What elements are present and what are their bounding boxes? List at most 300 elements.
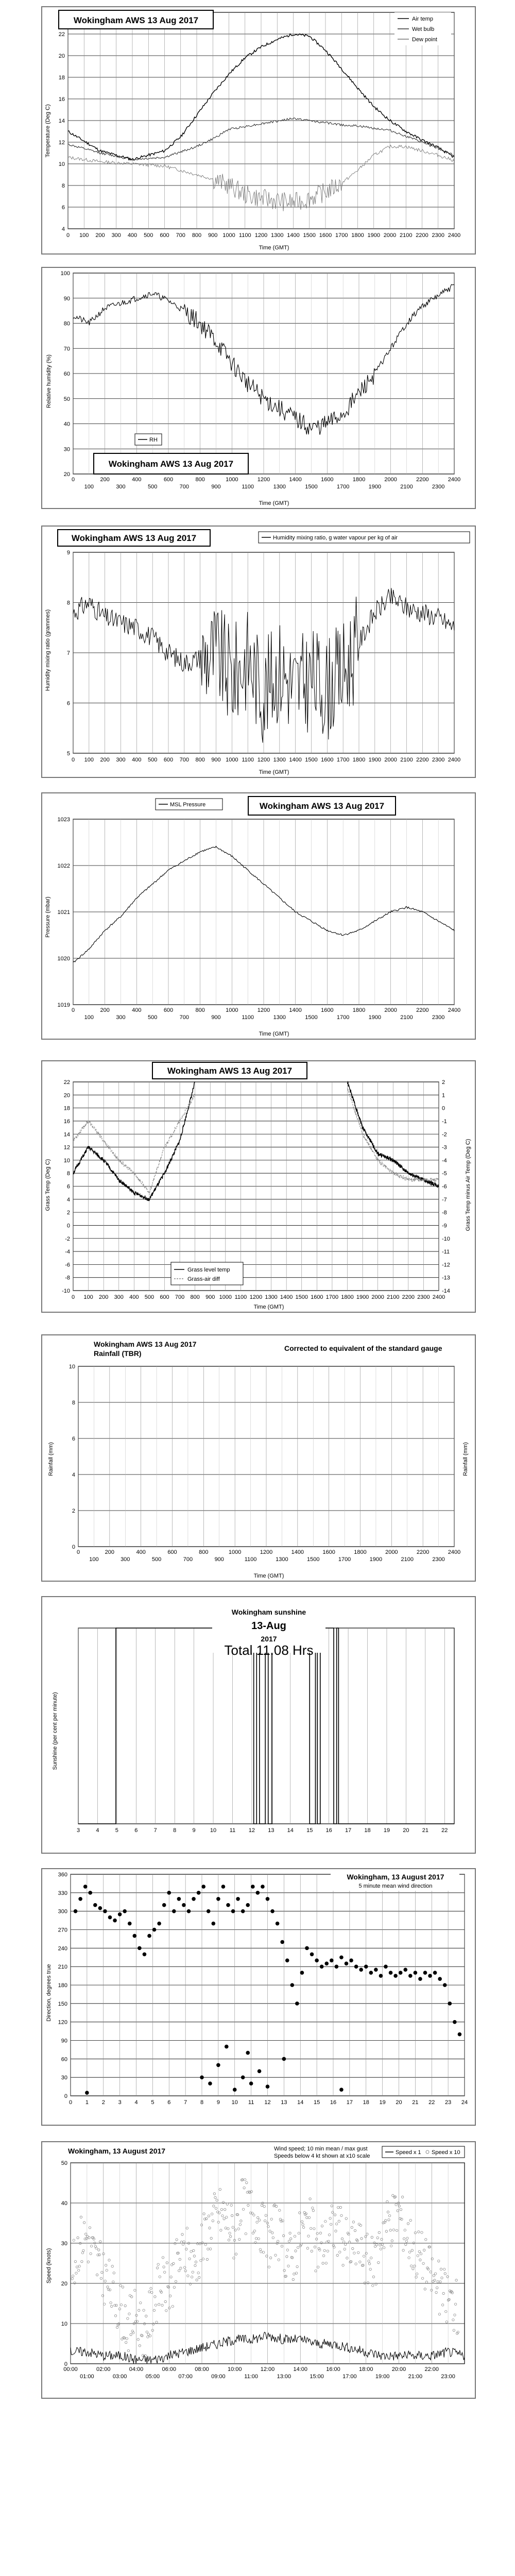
speed-x10-point: [302, 2224, 304, 2226]
y-tick-label: 22: [58, 31, 65, 38]
speed-x10-point: [363, 2255, 365, 2257]
speed-x10-point: [227, 2228, 229, 2230]
x-tick-label: 11:00: [244, 2374, 258, 2380]
speed-x10-point: [354, 2229, 356, 2231]
speed-x10-point: [302, 2226, 304, 2228]
speed-x10-point: [359, 2261, 361, 2263]
x-tick-label: 2300: [432, 757, 445, 763]
speed-x10-point: [442, 2292, 444, 2294]
speed-x10-point: [413, 2242, 415, 2244]
speed-x10-point: [336, 2254, 338, 2256]
y-tick-label: 20: [61, 2281, 67, 2287]
wind-direction-point: [162, 1903, 166, 1907]
speed-x10-point: [235, 2253, 237, 2255]
rainfall-chart-subtitle: Rainfall (TBR): [94, 1349, 142, 1358]
speed-x10-point: [231, 2214, 233, 2216]
x-tick-label: 0: [71, 477, 75, 483]
rainfall-chart: [42, 1335, 475, 1581]
y-right-tick-label: -13: [442, 1275, 450, 1281]
x-tick-label: 1400: [287, 232, 300, 239]
x-tick-label: 200: [95, 232, 105, 239]
speed-x10-point: [319, 2232, 321, 2234]
x-tick-label: 21:00: [408, 2374, 423, 2380]
speed-x10-point: [150, 2287, 152, 2290]
y-tick-label: 100: [60, 270, 70, 277]
x-tick-label: 2000: [384, 477, 397, 483]
wind-direction-point: [374, 1968, 378, 1972]
y-right-tick-label: -9: [442, 1223, 447, 1229]
x-tick-label: 300: [121, 1556, 130, 1563]
x-tick-label: 2400: [448, 232, 461, 239]
wind-direction-point: [123, 1909, 127, 1913]
wind-direction-point: [226, 1903, 230, 1907]
x-tick-label: 12:00: [260, 2366, 275, 2372]
speed-x10-point: [76, 2266, 78, 2268]
mixing-ratio-chart-ylabel: Humidity mixing ratio (grammes): [45, 609, 51, 691]
x-tick-label: 2400: [432, 1294, 445, 1300]
speed-x10-point: [98, 2253, 100, 2256]
speed-x10-point: [339, 2251, 341, 2253]
x-tick-label: 1700: [336, 1014, 350, 1021]
y-tick-label: 22: [63, 1079, 70, 1086]
speed-x10-point: [127, 2350, 129, 2352]
speed-x10-point: [194, 2264, 196, 2266]
speed-x10-point: [88, 2236, 90, 2239]
speed-x10-point: [371, 2236, 373, 2238]
speed-x10-point: [181, 2233, 183, 2235]
x-tick-label: 1600: [321, 757, 334, 763]
x-tick-label: 1100: [242, 1014, 254, 1021]
x-tick-label: 18: [364, 1827, 371, 1834]
x-tick-label: 300: [111, 232, 121, 239]
x-tick-label: 1600: [321, 1007, 334, 1013]
speed-x10-point: [229, 2235, 231, 2238]
speed-x10-point: [180, 2267, 182, 2269]
speed-x10-point: [291, 2257, 294, 2259]
speed-x10-point: [313, 2228, 315, 2230]
grass-temp-chart-legend: [171, 1262, 243, 1285]
speed-x10-point: [222, 2201, 224, 2204]
speed-x10-point: [162, 2257, 164, 2259]
y-tick-label: 4: [66, 1196, 70, 1203]
wind-speed-chart-subtitle: Wind speed; 10 min mean / max gust: [274, 2146, 368, 2152]
x-tick-label: 22:00: [424, 2366, 439, 2372]
speed-x10-point: [272, 2236, 274, 2239]
x-tick-label: 2100: [400, 232, 413, 239]
sunshine-chart-date: 13-Aug: [251, 1620, 286, 1632]
rainfall-chart-title: Wokingham AWS 13 Aug 2017: [94, 1340, 197, 1348]
speed-x10-point: [106, 2269, 108, 2272]
y-right-tick-label: 1: [442, 1092, 445, 1099]
speed-x10-point: [412, 2267, 414, 2269]
y-right-tick-label: -7: [442, 1196, 447, 1203]
y-tick-label: 90: [61, 2038, 67, 2044]
sunshine-chart-total: Total 11.08 Hrs: [224, 1642, 314, 1658]
wind-direction-point: [300, 1971, 304, 1975]
speed-x10-point: [394, 2196, 396, 2198]
speed-x10-point: [417, 2255, 419, 2257]
x-tick-label: 16: [325, 1827, 332, 1834]
speed-x10-point: [334, 2214, 336, 2216]
legend-label: RH: [149, 437, 158, 443]
speed-x10-point: [307, 2235, 310, 2237]
mixing-ratio-chart-xlabel: Time (GMT): [259, 769, 289, 775]
speed-x10-point: [78, 2265, 80, 2267]
x-tick-label: 18: [363, 2099, 369, 2106]
x-tick-label: 2200: [402, 1294, 415, 1300]
x-tick-label: 1000: [228, 1549, 242, 1555]
x-tick-label: 08:00: [195, 2366, 209, 2372]
speed-x10-point: [331, 2205, 333, 2207]
speed-x10-point: [370, 2257, 372, 2259]
wind-direction-point: [138, 1946, 142, 1951]
x-tick-label: 1500: [305, 757, 318, 763]
mixing-ratio-chart-grid: [73, 552, 454, 753]
x-tick-label: 700: [183, 1556, 193, 1563]
speed-x10-point: [317, 2266, 319, 2268]
speed-x10-point: [343, 2241, 345, 2243]
y-tick-label: 10: [68, 1364, 75, 1370]
x-tick-label: 1800: [351, 232, 364, 239]
x-tick-label: 200: [105, 1549, 115, 1555]
speed-x10-point: [71, 2278, 73, 2280]
wind-direction-point: [320, 1964, 324, 1969]
wind-direction-point: [85, 2091, 89, 2095]
y-tick-label: 1021: [57, 909, 70, 916]
humidity-chart-legend: [135, 434, 162, 445]
x-tick-label: 1400: [280, 1294, 293, 1300]
speed-x10-point: [114, 2315, 116, 2317]
speed-x10-point: [213, 2205, 215, 2207]
y-tick-label: 0: [64, 2361, 67, 2367]
speed-x10-point: [290, 2238, 292, 2240]
x-tick-label: 3: [76, 1827, 80, 1834]
wind-direction-point: [379, 1974, 383, 1978]
speed-x10-point: [420, 2253, 422, 2255]
speed-x10-point: [77, 2236, 79, 2239]
x-tick-label: 100: [79, 232, 89, 239]
x-tick-label: 1100: [234, 1294, 247, 1300]
speed-x10-point: [288, 2240, 290, 2242]
y-tick-label: 300: [58, 1908, 67, 1915]
x-tick-label: 1500: [305, 1014, 318, 1021]
rainfall-chart-ylabel-right: Rainfall (mm): [462, 1442, 469, 1476]
speed-x10-point: [79, 2242, 81, 2244]
x-tick-label: 0: [71, 757, 75, 763]
wind-direction-chart-panel: [41, 1868, 476, 2126]
speed-x10-point: [308, 2216, 310, 2218]
speed-x10-point: [454, 2303, 456, 2305]
speed-x10-point: [233, 2257, 235, 2259]
speed-x10-point: [101, 2271, 103, 2273]
speed-x10-point: [281, 2245, 283, 2247]
speed-x10-point: [171, 2264, 173, 2266]
speed-x10-point: [232, 2226, 234, 2228]
x-tick-label: 19: [383, 1827, 390, 1834]
x-tick-label: 600: [163, 757, 174, 763]
speed-x10-point: [408, 2251, 410, 2253]
y-tick-label: 6: [66, 1183, 70, 1190]
x-tick-label: 500: [144, 1294, 154, 1300]
speed-x10-point: [149, 2335, 151, 2337]
speed-x10-point: [226, 2216, 228, 2218]
x-tick-label: 13:00: [277, 2374, 291, 2380]
speed-x10-point: [237, 2228, 239, 2230]
speed-x10-point: [204, 2244, 207, 2246]
speed-x10-point: [405, 2240, 407, 2242]
rainfall-chart-ticks: [69, 1364, 460, 1563]
y-tick-label: 0: [66, 1223, 70, 1229]
x-tick-label: 2400: [448, 1549, 461, 1555]
speed-x10-point: [73, 2239, 75, 2241]
x-tick-label: 1000: [219, 1294, 232, 1300]
x-tick-label: 400: [136, 1549, 146, 1555]
x-tick-label: 7: [153, 1827, 157, 1834]
x-tick-label: 2300: [432, 232, 444, 239]
speed-x10-point: [166, 2262, 168, 2264]
y-tick-label: 4: [61, 226, 65, 232]
legend-label: Air temp: [412, 16, 433, 22]
y-tick-label: 16: [63, 1118, 70, 1125]
speed-x10-point: [392, 2229, 394, 2231]
speed-x10-point: [365, 2252, 367, 2255]
speed-x10-point: [127, 2317, 129, 2319]
speed-x10-point: [441, 2304, 443, 2306]
y-right-tick-label: -14: [442, 1288, 450, 1294]
y-tick-label: 150: [58, 2001, 67, 2007]
speed-x10-point: [143, 2323, 145, 2325]
speed-x10-point: [410, 2265, 413, 2267]
grass-temp-chart-xlabel: Time (GMT): [253, 1304, 284, 1310]
speed-x10-point: [337, 2206, 339, 2208]
speed-x10-point: [323, 2249, 325, 2251]
x-tick-label: 1200: [257, 1007, 270, 1013]
speed-x10-point: [168, 2307, 170, 2309]
speed-x10-point: [312, 2207, 314, 2209]
speed-x10-point: [163, 2266, 165, 2268]
x-tick-label: 1500: [307, 1556, 320, 1563]
sunshine-chart-panel: [41, 1596, 476, 1854]
x-tick-label: 200: [100, 1007, 110, 1013]
x-tick-label: 600: [163, 1007, 174, 1013]
legend-label: Speed x 1: [396, 2149, 421, 2156]
speed-x10-point: [282, 2219, 284, 2222]
speed-x10-point: [294, 2235, 296, 2238]
x-tick-label: 1000: [226, 477, 238, 483]
speed-x10-point: [226, 2203, 228, 2205]
speed-x10-point: [225, 2227, 227, 2229]
y-tick-label: 14: [58, 118, 65, 124]
speed-x10-point: [434, 2279, 436, 2281]
speed-x10-point: [140, 2302, 142, 2304]
speed-x10-point: [196, 2279, 198, 2281]
y-right-tick-label: -8: [442, 1210, 447, 1216]
speed-x10-point: [191, 2276, 193, 2278]
x-tick-label: 22: [441, 1827, 448, 1834]
x-tick-label: 1900: [356, 1294, 369, 1300]
wind-direction-point: [147, 1934, 151, 1938]
speed-x10-point: [339, 2206, 341, 2208]
x-tick-label: 8: [173, 1827, 177, 1834]
speed-x10-point: [352, 2247, 354, 2249]
wind-direction-point: [225, 2045, 229, 2049]
speed-x10-point: [208, 2215, 210, 2217]
legend-label: Speed x 10: [432, 2149, 460, 2156]
speed-x10-point: [315, 2270, 317, 2272]
wind-direction-point: [399, 1971, 403, 1975]
speed-x10-point: [408, 2257, 410, 2259]
speed-x10-point: [332, 2211, 334, 2213]
speed-x10-point: [406, 2237, 408, 2239]
wind-direction-point: [78, 1897, 82, 1901]
x-tick-label: 5: [151, 2099, 154, 2106]
x-tick-label: 10:00: [227, 2366, 242, 2372]
speed-x10-point: [203, 2213, 205, 2215]
speed-x10-point: [107, 2286, 109, 2288]
speed-x10-point: [365, 2235, 367, 2238]
speed-x10-point: [377, 2261, 380, 2263]
speed-x10-point: [263, 2205, 265, 2207]
speed-x10-point: [78, 2269, 80, 2272]
wind-direction-point: [246, 2051, 250, 2055]
speed-x10-point: [173, 2286, 175, 2288]
x-tick-label: 1900: [368, 484, 382, 490]
speed-x10-point: [437, 2281, 439, 2283]
grass-temp-chart: [42, 1061, 475, 1312]
x-tick-label: 7: [184, 2099, 187, 2106]
y-tick-label: -8: [65, 1275, 70, 1281]
speed-x10-point: [223, 2217, 225, 2219]
x-tick-label: 500: [147, 1014, 158, 1021]
speed-x10-point: [175, 2280, 177, 2282]
speed-x10-point: [134, 2289, 136, 2291]
x-tick-label: 1900: [368, 757, 382, 763]
speed-x10-point: [131, 2296, 133, 2298]
speed-x10-point: [213, 2193, 215, 2195]
speed-x10-point: [81, 2252, 83, 2254]
speed-x10-point: [436, 2286, 438, 2289]
speed-x10-point: [205, 2217, 208, 2219]
x-tick-label: 2200: [416, 757, 429, 763]
x-tick-label: 1500: [305, 484, 318, 490]
y-tick-label: 8: [72, 1400, 75, 1406]
humidity-chart-ylabel: Relative humidity (%): [46, 354, 52, 408]
speed-x10-point: [445, 2311, 447, 2313]
x-tick-label: 16: [330, 2099, 337, 2106]
speed-x10-point: [111, 2305, 113, 2307]
speed-x10-point: [247, 2204, 249, 2206]
speed-x10-point: [345, 2243, 347, 2245]
x-tick-label: 1000: [226, 757, 238, 763]
y-right-tick-label: 2: [442, 1079, 445, 1086]
y-right-tick-label: -10: [442, 1235, 450, 1242]
speed-x10-point: [366, 2233, 368, 2235]
y-tick-label: 20: [58, 53, 65, 59]
x-tick-label: 2200: [416, 232, 428, 239]
speed-x10-point: [341, 2238, 343, 2240]
speed-x10-point: [345, 2217, 347, 2219]
speed-x10-point: [404, 2229, 406, 2231]
x-tick-label: 700: [176, 232, 185, 239]
x-tick-label: 700: [179, 1014, 190, 1021]
speed-x10-point: [407, 2223, 409, 2225]
x-tick-label: 1400: [289, 757, 302, 763]
x-tick-label: 1200: [254, 232, 268, 239]
sunshine-chart: [42, 1597, 475, 1853]
wind-direction-point: [315, 1958, 319, 1962]
x-tick-label: 1200: [257, 477, 270, 483]
y-tick-label: 50: [61, 2160, 67, 2166]
speed-x10-point: [441, 2277, 443, 2279]
speed-x10-point: [360, 2238, 363, 2240]
x-tick-label: 06:00: [162, 2366, 177, 2372]
speed-x10-point: [301, 2221, 303, 2223]
y-tick-label: 9: [66, 550, 70, 556]
speed-x10-point: [143, 2309, 145, 2311]
speed-x10-point: [292, 2278, 294, 2280]
x-tick-label: 900: [211, 757, 221, 763]
speed-x10-point: [238, 2238, 241, 2240]
wind-direction-point: [172, 1909, 176, 1913]
x-tick-label: 0: [68, 2099, 73, 2106]
speed-x10-point: [199, 2243, 201, 2245]
x-tick-label: 400: [132, 757, 142, 763]
pressure-chart-panel: [41, 792, 476, 1040]
speed-x10-point: [425, 2239, 427, 2241]
x-tick-label: 2400: [448, 1007, 461, 1013]
x-tick-label: 07:00: [178, 2374, 193, 2380]
x-tick-label: 1000: [226, 1007, 238, 1013]
pressure-chart: [42, 793, 475, 1039]
x-tick-label: 2400: [448, 477, 461, 483]
speed-x10-point: [335, 2223, 337, 2225]
x-tick-label: 04:00: [129, 2366, 144, 2372]
y-tick-label: 330: [58, 1890, 67, 1896]
speed-x10-point: [391, 2240, 393, 2242]
pressure-chart-xlabel: Time (GMT): [259, 1031, 289, 1037]
speed-x10-point: [190, 2250, 192, 2252]
x-tick-label: 14: [287, 1827, 294, 1834]
speed-x10-point: [295, 2250, 297, 2252]
y-tick-label: 90: [63, 295, 70, 302]
speed-x10-point: [147, 2336, 149, 2338]
x-tick-label: 1700: [325, 1294, 339, 1300]
x-tick-label: 13: [268, 1827, 274, 1834]
x-tick-label: 1600: [311, 1294, 323, 1300]
legend-label: MSL Pressure: [170, 802, 206, 808]
y-tick-label: 30: [61, 2075, 67, 2081]
speed-x10-point: [314, 2246, 316, 2248]
speed-x10-point: [158, 2303, 160, 2306]
x-tick-label: 600: [167, 1549, 177, 1555]
speed-x10-point: [229, 2232, 231, 2234]
y-tick-label: 20: [63, 471, 70, 478]
speed-x10-point: [245, 2233, 247, 2235]
legend-label: Grass level temp: [187, 1267, 230, 1273]
speed-x10-point: [113, 2272, 115, 2274]
speed-x10-point: [268, 2266, 270, 2268]
x-tick-label: 2000: [384, 757, 397, 763]
wind-direction-point: [216, 2063, 220, 2067]
y-tick-label: 1022: [57, 863, 70, 869]
wind-direction-point: [246, 1903, 250, 1907]
x-tick-label: 01:00: [80, 2374, 94, 2380]
speed-x10-point: [430, 2271, 432, 2273]
speed-x10-point: [329, 2217, 331, 2219]
speed-x10-point: [200, 2260, 202, 2262]
wind-direction-point: [113, 1919, 117, 1923]
x-tick-label: 1500: [303, 232, 316, 239]
